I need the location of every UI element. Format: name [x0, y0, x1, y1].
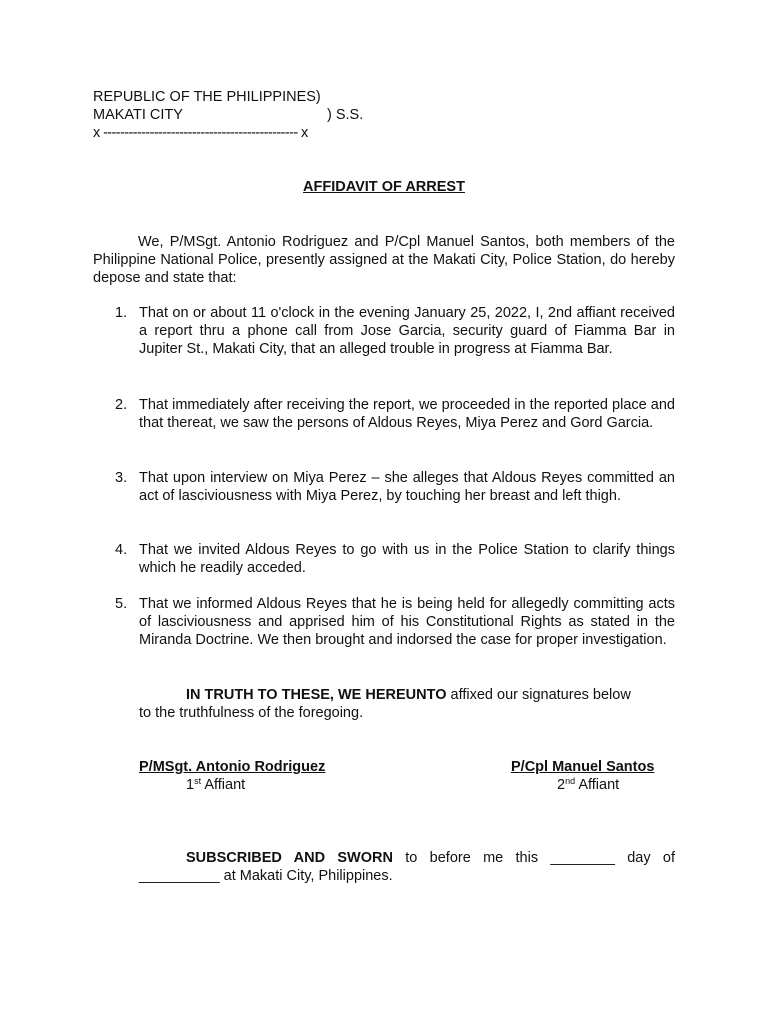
second-affiant-role: Affiant	[575, 777, 620, 793]
list-item-number: 5.	[115, 596, 128, 612]
second-affiant-label	[557, 776, 619, 794]
jurat-bold: SUBSCRIBED AND SWORN	[186, 850, 393, 866]
document-title: AFFIDAVIT OF ARREST	[303, 179, 465, 195]
truth-bold: IN TRUTH TO THESE, WE HEREUNTO	[186, 687, 447, 703]
truth-line-1	[186, 686, 631, 704]
list-item-text: That on or about 11 o'clock in the evening January 25, 2022, I, 2nd affiant received a report thru a phone call from Jose Garcia, security guard of Fiamma Bar in Jupiter St., Makati City, that an alleged trouble in progress at Fiamma Bar.	[139, 305, 675, 357]
caption-city: MAKATI CITY	[93, 107, 183, 123]
jurat-rest: to before me this ________ day of	[392, 850, 675, 866]
caption-republic: REPUBLIC OF THE PHILIPPINES)	[93, 89, 321, 105]
second-affiant-name: P/Cpl Manuel Santos	[511, 759, 655, 775]
list-item-number: 3.	[115, 470, 128, 486]
truth-rest: affixed our signatures below	[446, 687, 631, 703]
list-item-number: 1.	[115, 305, 128, 321]
list-item-text: That we invited Aldous Reyes to go with us in the Police Station to clarify things which he readily acceded.	[139, 542, 675, 576]
list-item-text: That we informed Aldous Reyes that he is being held for allegedly committing acts of lasciviousness and apprised him of his Constitutional Rights as stated in the Miranda Doctrine. We then brought and indorsed the case for proper investigation.	[139, 596, 675, 648]
list-item-text: That upon interview on Miya Perez – she alleges that Aldous Reyes committed an act of lasciviousness with Miya Perez, by touching her breast and left thigh.	[139, 470, 675, 504]
second-affiant-ordinal: 2	[557, 777, 566, 793]
list-item-number: 2.	[115, 397, 128, 413]
second-affiant-suffix: nd	[565, 776, 576, 786]
list-item-text: That immediately after receiving the report, we proceeded in the reported place and that thereat, we saw the persons of Aldous Reyes, Miya Perez and Gord Garcia.	[139, 397, 675, 431]
caption-ss: ) S.S.	[327, 107, 364, 123]
caption-divider: x ---------------------------------------------- x	[93, 125, 308, 141]
jurat-line-1	[186, 849, 675, 867]
first-affiant-label	[186, 776, 245, 794]
first-affiant-role: Affiant	[201, 777, 246, 793]
truth-line-2: to the truthfulness of the foregoing.	[139, 705, 364, 721]
jurat-line-2: __________ at Makati City, Philippines.	[139, 868, 393, 884]
first-affiant-name: P/MSgt. Antonio Rodriguez	[139, 759, 326, 775]
intro-paragraph: We, P/MSgt. Antonio Rodriguez and P/Cpl Manuel Santos, both members of the Philippine National Police, presently assigned at the Makati City, Police Station, do hereby depose and state that:	[93, 234, 675, 286]
list-item-number: 4.	[115, 542, 128, 558]
first-affiant-suffix: st	[194, 776, 202, 786]
first-affiant-ordinal: 1	[186, 777, 195, 793]
